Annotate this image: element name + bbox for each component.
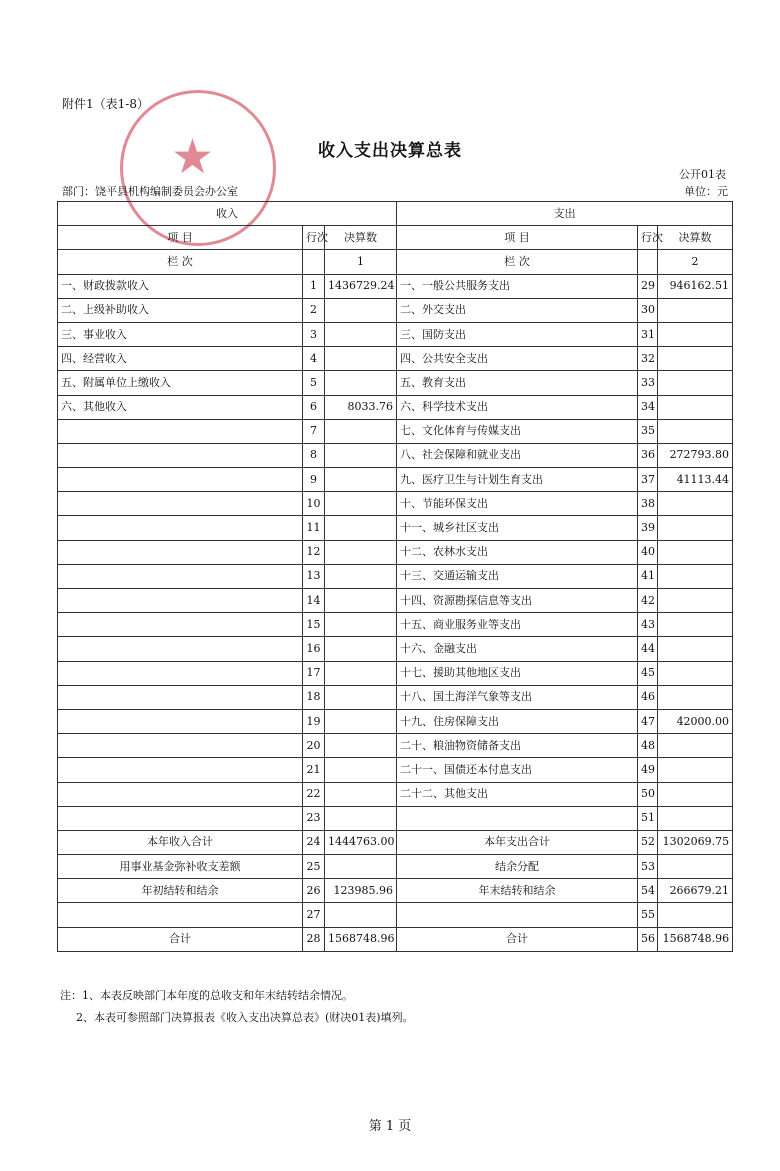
table-row [58, 395, 733, 419]
income-item [58, 419, 303, 443]
expense-amount [658, 782, 733, 806]
empty-cell [638, 250, 658, 274]
expense-item [397, 806, 638, 830]
income-item [58, 782, 303, 806]
income-row-number: 9 [303, 468, 325, 492]
expense-row-number: 31 [638, 322, 658, 346]
income-item [58, 443, 303, 467]
expense-row-number: 32 [638, 347, 658, 371]
expense-amount-header: 决算数 [658, 226, 733, 250]
table-row [58, 347, 733, 371]
expense-row-number: 48 [638, 734, 658, 758]
income-item [58, 806, 303, 830]
table-row [58, 564, 733, 588]
expense-item: 三、国防支出 [397, 322, 638, 346]
expense-row-number: 36 [638, 443, 658, 467]
income-expense-table [57, 201, 733, 952]
expense-item: 八、社会保障和就业支出 [397, 443, 638, 467]
note-line-2: 2、本表可参照部门决算报表《收入支出决算总表》(财决01表)填列。 [76, 1011, 414, 1024]
income-item [58, 492, 303, 516]
expense-amount [658, 661, 733, 685]
expense-item: 十九、住房保障支出 [397, 709, 638, 733]
expense-row-number: 49 [638, 758, 658, 782]
income-item: 四、经营收入 [58, 347, 303, 371]
table-row [58, 516, 733, 540]
expense-row-number: 35 [638, 419, 658, 443]
table-row [58, 371, 733, 395]
table-row [58, 806, 733, 830]
form-code: 公开01表 [679, 168, 726, 181]
table-row [58, 589, 733, 613]
table-row [58, 830, 733, 854]
expense-item: 九、医疗卫生与计划生育支出 [397, 468, 638, 492]
income-row-number: 28 [303, 927, 325, 951]
expense-column-number: 2 [658, 250, 733, 274]
income-amount [325, 468, 397, 492]
expense-item: 十、节能环保支出 [397, 492, 638, 516]
expense-amount [658, 298, 733, 322]
income-row-number: 18 [303, 685, 325, 709]
table-row [58, 613, 733, 637]
income-column-number: 1 [325, 250, 397, 274]
income-item: 年初结转和结余 [58, 879, 303, 903]
income-amount [325, 347, 397, 371]
income-row-number: 12 [303, 540, 325, 564]
expense-item: 十三、交通运输支出 [397, 564, 638, 588]
income-amount [325, 516, 397, 540]
income-amount: 1568748.96 [325, 927, 397, 951]
expense-amount: 1302069.75 [658, 830, 733, 854]
income-amount: 123985.96 [325, 879, 397, 903]
notes [60, 985, 414, 1029]
table-header-row [58, 202, 733, 226]
expense-item: 十二、农林水支出 [397, 540, 638, 564]
income-amount-header: 决算数 [325, 226, 397, 250]
expense-item: 二十一、国债还本付息支出 [397, 758, 638, 782]
expense-item-header: 项 目 [397, 226, 638, 250]
table-row [58, 274, 733, 298]
expense-amount [658, 613, 733, 637]
expense-row-number: 30 [638, 298, 658, 322]
income-amount [325, 419, 397, 443]
income-item: 五、附属单位上缴收入 [58, 371, 303, 395]
income-amount: 1444763.00 [325, 830, 397, 854]
income-row-number: 3 [303, 322, 325, 346]
income-row-number: 22 [303, 782, 325, 806]
expense-row-number: 40 [638, 540, 658, 564]
expense-amount: 1568748.96 [658, 927, 733, 951]
expense-amount [658, 419, 733, 443]
expense-amount [658, 516, 733, 540]
note-line-1: 注：1、本表反映部门本年度的总收支和年末结转结余情况。 [60, 989, 353, 1002]
income-row-number: 26 [303, 879, 325, 903]
column-number-row [58, 250, 733, 274]
income-item: 三、事业收入 [58, 322, 303, 346]
table-row [58, 443, 733, 467]
expense-amount [658, 347, 733, 371]
income-item: 用事业基金弥补收支差额 [58, 855, 303, 879]
column-header-row [58, 226, 733, 250]
expense-row-number: 37 [638, 468, 658, 492]
income-item: 一、财政拨款收入 [58, 274, 303, 298]
table-row [58, 758, 733, 782]
income-item [58, 903, 303, 927]
expense-item: 五、教育支出 [397, 371, 638, 395]
expense-amount [658, 492, 733, 516]
income-header: 收入 [58, 202, 397, 226]
income-amount [325, 806, 397, 830]
expense-row-number: 46 [638, 685, 658, 709]
income-row-number: 21 [303, 758, 325, 782]
empty-cell [303, 250, 325, 274]
income-item [58, 685, 303, 709]
income-item: 二、上级补助收入 [58, 298, 303, 322]
expense-row-number: 42 [638, 589, 658, 613]
income-item: 六、其他收入 [58, 395, 303, 419]
income-item: 合计 [58, 927, 303, 951]
unit-label: 单位：元 [684, 185, 728, 198]
income-row-number: 5 [303, 371, 325, 395]
income-amount [325, 637, 397, 661]
income-row-number: 16 [303, 637, 325, 661]
expense-amount [658, 395, 733, 419]
income-item [58, 637, 303, 661]
expense-row-number: 53 [638, 855, 658, 879]
expense-item [397, 903, 638, 927]
expense-item: 一、一般公共服务支出 [397, 274, 638, 298]
expense-row-number: 51 [638, 806, 658, 830]
income-item [58, 613, 303, 637]
expense-amount [658, 540, 733, 564]
income-item [58, 564, 303, 588]
income-amount [325, 371, 397, 395]
income-row-number: 4 [303, 347, 325, 371]
table-row [58, 782, 733, 806]
table-row [58, 855, 733, 879]
expense-item: 四、公共安全支出 [397, 347, 638, 371]
expense-amount [658, 903, 733, 927]
expense-amount [658, 589, 733, 613]
income-row-number: 25 [303, 855, 325, 879]
income-amount [325, 709, 397, 733]
income-row-number: 17 [303, 661, 325, 685]
expense-amount [658, 734, 733, 758]
expense-header: 支出 [397, 202, 733, 226]
income-row-number: 14 [303, 589, 325, 613]
expense-row-number: 44 [638, 637, 658, 661]
income-amount [325, 443, 397, 467]
table-row [58, 709, 733, 733]
income-amount [325, 855, 397, 879]
income-row-number: 8 [303, 443, 325, 467]
table-row [58, 468, 733, 492]
income-amount [325, 782, 397, 806]
income-item [58, 516, 303, 540]
income-row-header: 行次 [303, 226, 325, 250]
expense-row-number: 34 [638, 395, 658, 419]
expense-item: 七、文化体育与传媒支出 [397, 419, 638, 443]
income-amount: 8033.76 [325, 395, 397, 419]
income-amount [325, 758, 397, 782]
star-icon: ★ [171, 129, 215, 185]
income-row-number: 7 [303, 419, 325, 443]
income-amount [325, 685, 397, 709]
expense-amount [658, 685, 733, 709]
expense-row-number: 41 [638, 564, 658, 588]
department-label: 部门：饶平县机构编制委员会办公室 [62, 185, 238, 198]
income-row-number: 6 [303, 395, 325, 419]
expense-item: 十一、城乡社区支出 [397, 516, 638, 540]
income-row-number: 11 [303, 516, 325, 540]
expense-item: 十七、援助其他地区支出 [397, 661, 638, 685]
income-row-number: 20 [303, 734, 325, 758]
expense-amount [658, 855, 733, 879]
expense-item: 本年支出合计 [397, 830, 638, 854]
income-row-number: 27 [303, 903, 325, 927]
expense-amount [658, 322, 733, 346]
page-title: 收入支出决算总表 [318, 141, 462, 161]
income-amount [325, 589, 397, 613]
attachment-label: 附件1（表1-8） [62, 97, 149, 111]
expense-amount: 41113.44 [658, 468, 733, 492]
expense-item: 十四、资源勘探信息等支出 [397, 589, 638, 613]
income-item [58, 709, 303, 733]
expense-column-label: 栏 次 [397, 250, 638, 274]
table-row [58, 879, 733, 903]
expense-row-number: 39 [638, 516, 658, 540]
expense-amount [658, 758, 733, 782]
expense-item: 六、科学技术支出 [397, 395, 638, 419]
income-row-number: 13 [303, 564, 325, 588]
expense-row-number: 50 [638, 782, 658, 806]
table-row [58, 903, 733, 927]
table-row [58, 419, 733, 443]
income-row-number: 1 [303, 274, 325, 298]
expense-amount: 266679.21 [658, 879, 733, 903]
income-item [58, 468, 303, 492]
expense-item: 十六、金融支出 [397, 637, 638, 661]
table-row [58, 661, 733, 685]
table-body [58, 274, 733, 951]
expense-amount [658, 371, 733, 395]
table-row [58, 685, 733, 709]
expense-item: 二十二、其他支出 [397, 782, 638, 806]
expense-row-number: 52 [638, 830, 658, 854]
income-row-number: 23 [303, 806, 325, 830]
income-item: 本年收入合计 [58, 830, 303, 854]
income-row-number: 19 [303, 709, 325, 733]
income-amount [325, 492, 397, 516]
expense-row-number: 54 [638, 879, 658, 903]
expense-item: 年末结转和结余 [397, 879, 638, 903]
income-amount [325, 613, 397, 637]
income-row-number: 24 [303, 830, 325, 854]
table-row [58, 637, 733, 661]
income-amount [325, 734, 397, 758]
expense-item: 合计 [397, 927, 638, 951]
expense-item: 十五、商业服务业等支出 [397, 613, 638, 637]
table-row [58, 540, 733, 564]
table-row [58, 322, 733, 346]
expense-item: 十八、国土海洋气象等支出 [397, 685, 638, 709]
income-item [58, 589, 303, 613]
expense-row-header: 行次 [638, 226, 658, 250]
income-amount [325, 564, 397, 588]
table-row [58, 734, 733, 758]
expense-row-number: 38 [638, 492, 658, 516]
expense-item: 二十、粮油物资储备支出 [397, 734, 638, 758]
page-number: 第 1 页 [368, 1119, 412, 1134]
expense-row-number: 45 [638, 661, 658, 685]
expense-item: 二、外交支出 [397, 298, 638, 322]
expense-row-number: 56 [638, 927, 658, 951]
income-amount [325, 298, 397, 322]
expense-row-number: 47 [638, 709, 658, 733]
expense-amount: 946162.51 [658, 274, 733, 298]
income-row-number: 2 [303, 298, 325, 322]
income-amount: 1436729.24 [325, 274, 397, 298]
expense-amount [658, 806, 733, 830]
income-column-label: 栏 次 [58, 250, 303, 274]
income-amount [325, 322, 397, 346]
expense-row-number: 43 [638, 613, 658, 637]
income-amount [325, 540, 397, 564]
expense-item: 结余分配 [397, 855, 638, 879]
income-item [58, 661, 303, 685]
table-row [58, 927, 733, 951]
table-row [58, 492, 733, 516]
income-item [58, 758, 303, 782]
table-row [58, 298, 733, 322]
income-item-header: 项 目 [58, 226, 303, 250]
expense-amount: 42000.00 [658, 709, 733, 733]
income-row-number: 10 [303, 492, 325, 516]
expense-row-number: 55 [638, 903, 658, 927]
income-item [58, 540, 303, 564]
expense-amount [658, 564, 733, 588]
income-item [58, 734, 303, 758]
expense-amount [658, 637, 733, 661]
income-amount [325, 661, 397, 685]
expense-row-number: 29 [638, 274, 658, 298]
expense-row-number: 33 [638, 371, 658, 395]
income-amount [325, 903, 397, 927]
expense-amount: 272793.80 [658, 443, 733, 467]
income-row-number: 15 [303, 613, 325, 637]
